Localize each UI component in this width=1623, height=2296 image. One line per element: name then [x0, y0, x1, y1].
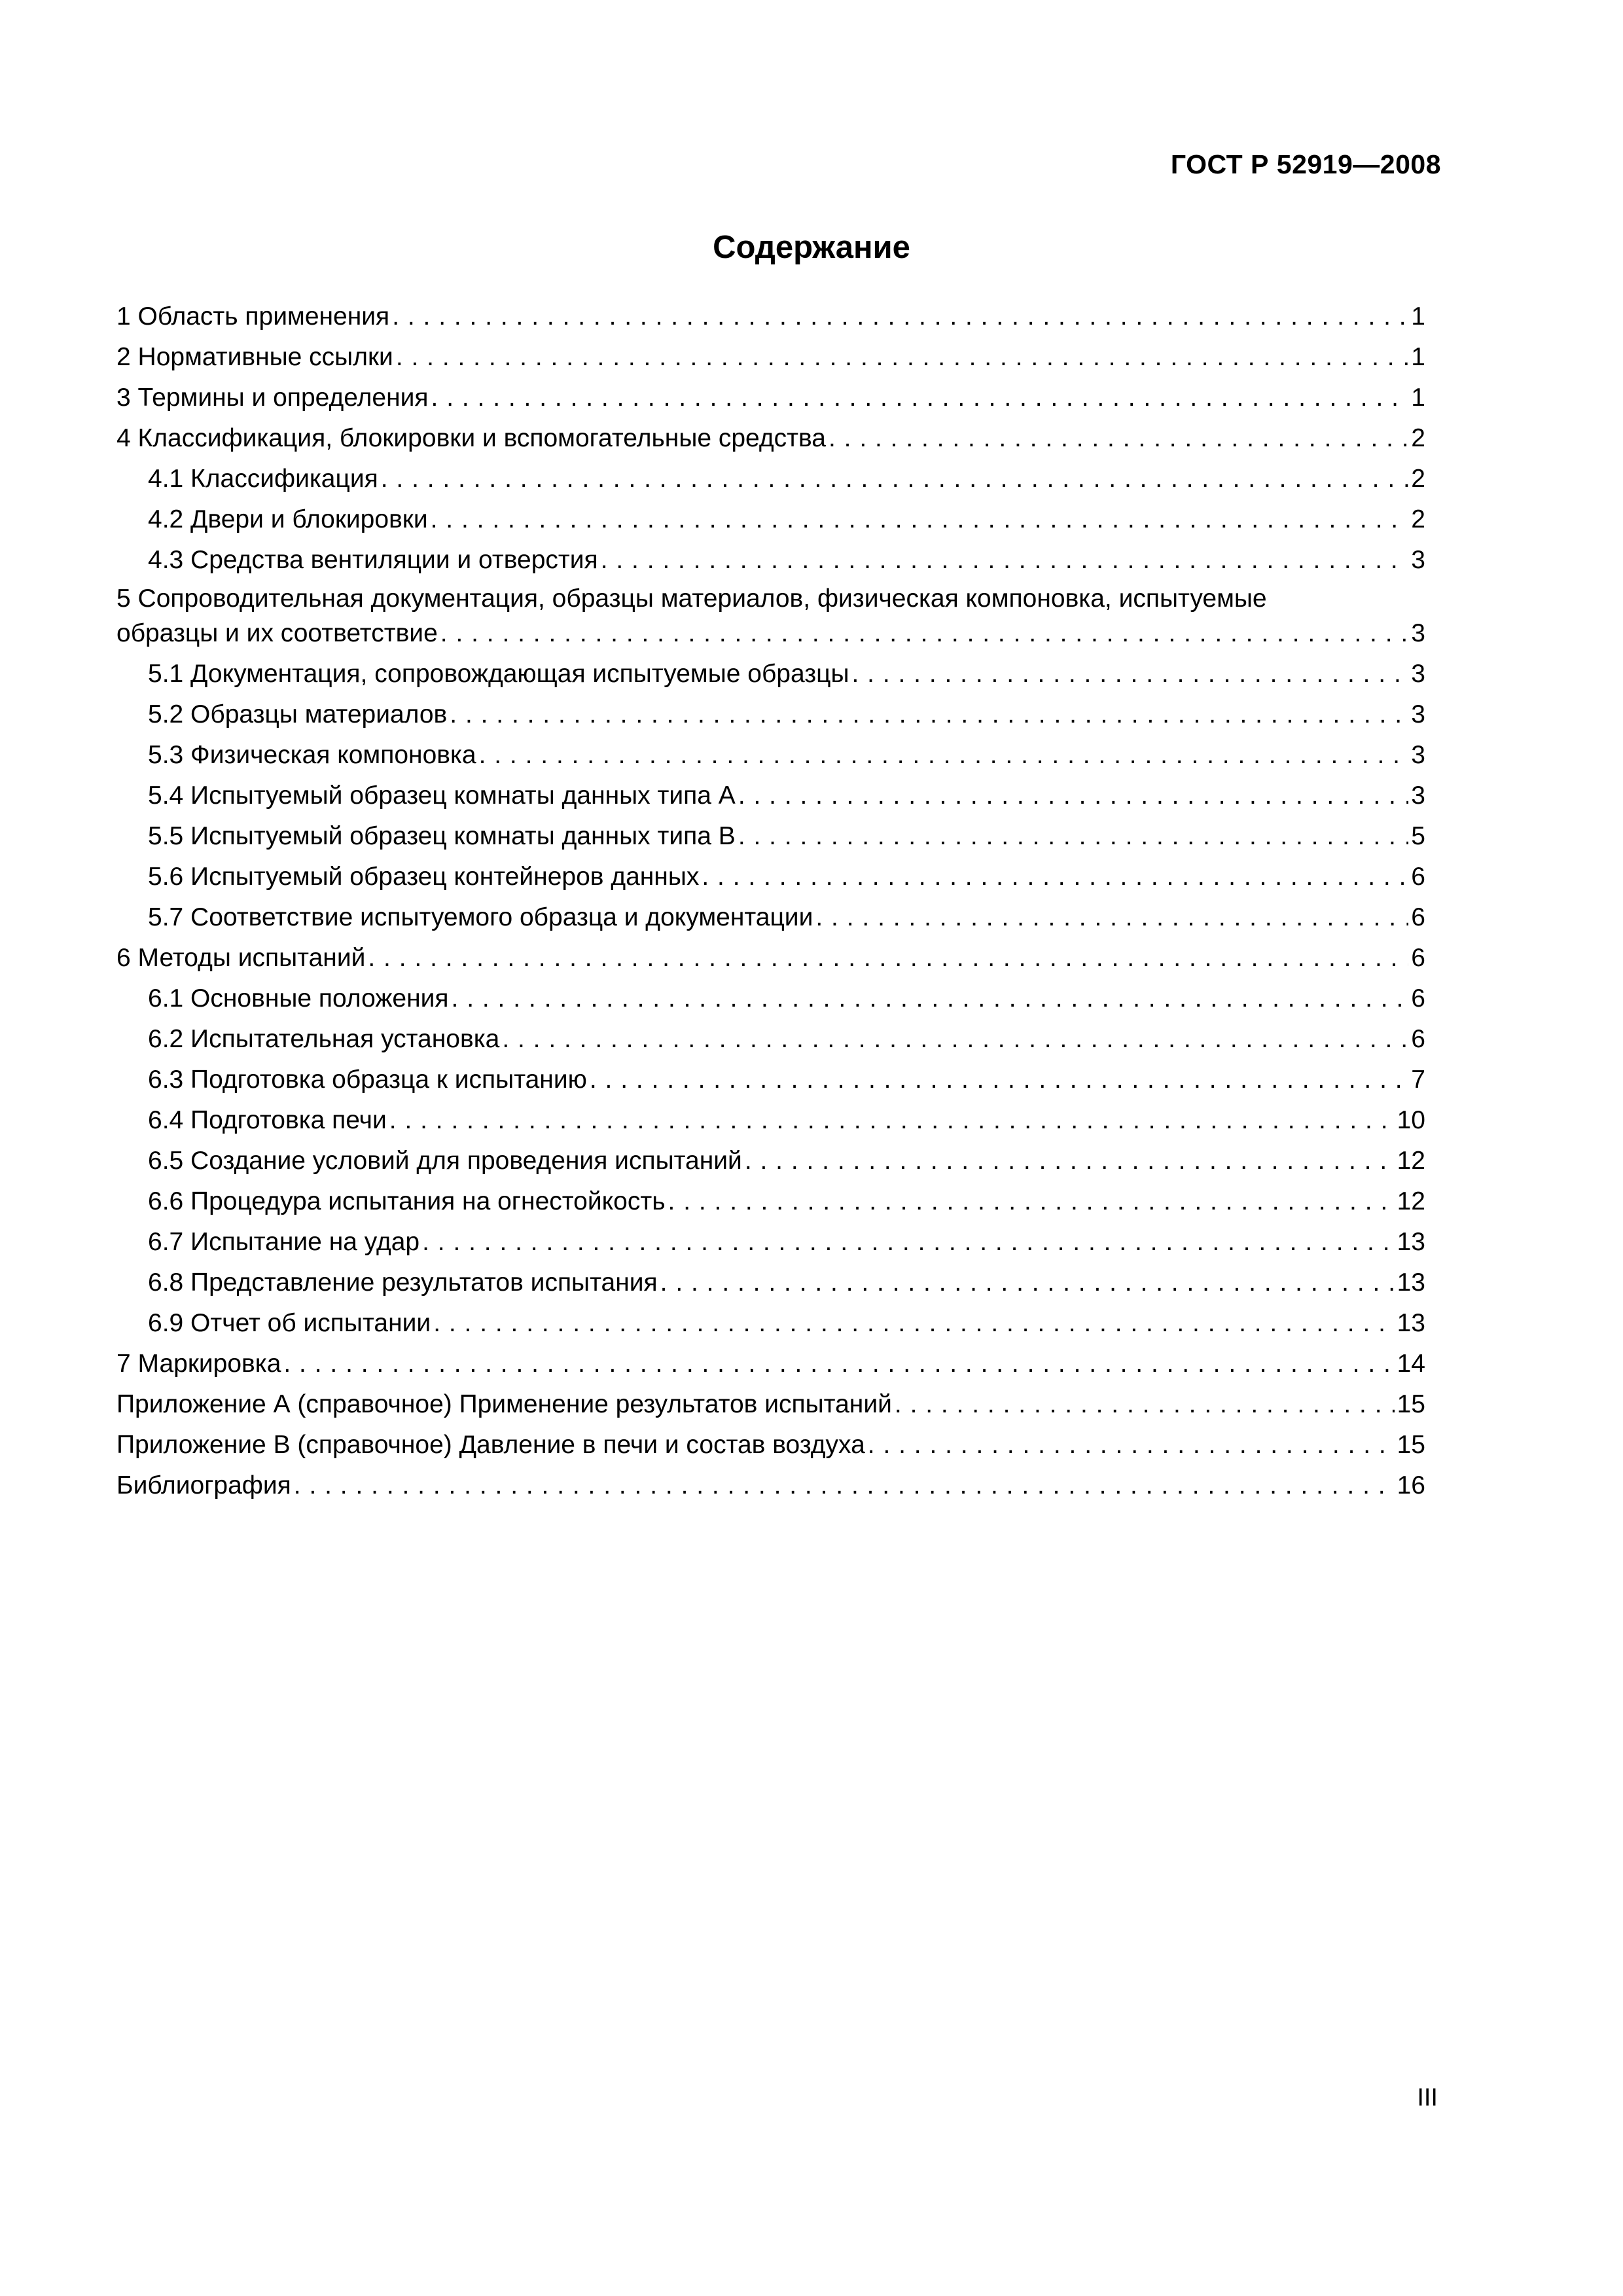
toc-leader-dots — [396, 337, 1408, 378]
toc-entry-label: 1 Область применения — [116, 302, 390, 331]
toc-entry[interactable] — [116, 581, 1425, 654]
toc-entry-label: 2 Нормативные ссылки — [116, 343, 393, 371]
toc-entry[interactable] — [116, 1060, 1425, 1100]
toc-entry-page: 2 — [1411, 505, 1425, 533]
toc-entry-label: 6.3 Подготовка образца к испытанию — [148, 1066, 587, 1094]
toc-entry-page: 6 — [1411, 984, 1425, 1013]
toc-entry-label: 6.6 Процедура испытания на огнестойкость — [148, 1187, 666, 1215]
toc-entry-page: 2 — [1411, 424, 1425, 452]
toc-entry-page: 6 — [1411, 903, 1425, 931]
toc-entry-label: 6.5 Создание условий для проведения испытаний — [148, 1147, 742, 1175]
toc-leader-dots — [702, 857, 1408, 897]
toc-leader-dots — [815, 897, 1408, 938]
toc-entry[interactable] — [116, 378, 1425, 418]
toc-leader-dots — [745, 1141, 1395, 1181]
toc-entry-page: 1 — [1411, 384, 1425, 412]
toc-entry-label: 6.8 Представление результатов испытания — [148, 1268, 658, 1297]
toc-entry-label: Приложение А (справочное) Применение результатов испытаний — [116, 1390, 892, 1418]
toc-entry-page: 3 — [1411, 781, 1425, 810]
table-of-contents — [116, 296, 1425, 1506]
toc-entry[interactable] — [116, 296, 1425, 337]
toc-entry[interactable] — [116, 735, 1425, 776]
toc-entry[interactable] — [116, 938, 1425, 978]
toc-entry[interactable] — [116, 816, 1425, 857]
toc-leader-dots — [389, 1100, 1395, 1141]
toc-leader-dots — [738, 816, 1408, 857]
toc-leader-dots — [422, 1222, 1395, 1263]
toc-entry-label: 6.1 Основные положения — [148, 984, 449, 1013]
toc-entry-page: 6 — [1411, 944, 1425, 972]
toc-entry-label-line2: образцы и их соответствие — [116, 619, 438, 647]
document-code: ГОСТ Р 52919—2008 — [1170, 149, 1441, 179]
toc-entry-label: 6.4 Подготовка печи — [148, 1106, 387, 1134]
toc-entry-page: 10 — [1397, 1106, 1425, 1134]
toc-leader-dots — [668, 1181, 1395, 1222]
toc-entry-page: 5 — [1411, 822, 1425, 850]
toc-entry[interactable] — [116, 459, 1425, 499]
toc-entry-label: 3 Термины и определения — [116, 384, 429, 412]
toc-entry-page: 6 — [1411, 863, 1425, 891]
toc-leader-dots — [450, 694, 1408, 735]
toc-entry[interactable] — [116, 978, 1425, 1019]
toc-entry-label: 4.3 Средства вентиляции и отверстия — [148, 546, 598, 574]
toc-entry-page: 3 — [1411, 741, 1425, 769]
toc-leader-dots — [440, 613, 1409, 654]
toc-entry-page: 15 — [1397, 1390, 1425, 1418]
toc-entry-page: 13 — [1397, 1268, 1425, 1297]
toc-entry[interactable] — [116, 1303, 1425, 1344]
toc-entry[interactable] — [116, 1222, 1425, 1263]
toc-entry[interactable] — [116, 694, 1425, 735]
toc-entry-label-line1: 5 Сопроводительная документация, образцы материалов, физическая компоновка, испытуемые — [116, 584, 1267, 613]
toc-entry[interactable] — [116, 897, 1425, 938]
toc-entry-page: 7 — [1411, 1066, 1425, 1094]
toc-leader-dots — [660, 1263, 1395, 1303]
page-number: III — [1417, 2084, 1438, 2111]
toc-leader-dots — [868, 1425, 1395, 1465]
toc-entry[interactable] — [116, 1344, 1425, 1384]
toc-entry-label: 5.2 Образцы материалов — [148, 700, 448, 728]
toc-entry-label: 6.7 Испытание на удар — [148, 1228, 420, 1256]
toc-entry-label: 4 Классификация, блокировки и вспомогательные средства — [116, 424, 826, 452]
toc-leader-dots — [392, 296, 1408, 337]
toc-entry-page: 3 — [1411, 619, 1425, 647]
toc-entry[interactable] — [116, 540, 1425, 581]
toc-entry-page: 14 — [1397, 1350, 1425, 1378]
toc-entry[interactable] — [116, 1141, 1425, 1181]
toc-leader-dots — [433, 1303, 1394, 1344]
toc-leader-dots — [829, 418, 1408, 459]
toc-entry[interactable] — [116, 654, 1425, 694]
toc-entry-label: 7 Маркировка — [116, 1350, 281, 1378]
toc-leader-dots — [590, 1060, 1408, 1100]
toc-entry-label: 4.1 Классификация — [148, 465, 378, 493]
toc-entry[interactable] — [116, 1019, 1425, 1060]
toc-entry-label: 5.5 Испытуемый образец комнаты данных типа В — [148, 822, 736, 850]
toc-entry-label: 5.4 Испытуемый образец комнаты данных типа А — [148, 781, 736, 810]
toc-entry-page: 3 — [1411, 700, 1425, 728]
toc-leader-dots — [431, 378, 1409, 418]
toc-leader-dots — [381, 459, 1409, 499]
toc-entry[interactable] — [116, 857, 1425, 897]
toc-entry-page: 3 — [1411, 546, 1425, 574]
toc-entry-page: 13 — [1397, 1228, 1425, 1256]
toc-entry-page: 1 — [1411, 302, 1425, 331]
toc-entry-label: 5.1 Документация, сопровождающая испытуемые образцы — [148, 660, 849, 688]
toc-entry[interactable] — [116, 776, 1425, 816]
toc-entry-page: 2 — [1411, 465, 1425, 493]
toc-leader-dots — [851, 654, 1408, 694]
toc-title: Содержание — [713, 230, 910, 265]
toc-entry[interactable] — [116, 1465, 1425, 1506]
toc-leader-dots — [479, 735, 1409, 776]
toc-entry-label: Библиография — [116, 1471, 291, 1499]
toc-entry-label: 4.2 Двери и блокировки — [148, 505, 428, 533]
toc-entry-page: 3 — [1411, 660, 1425, 688]
toc-entry[interactable] — [116, 499, 1425, 540]
toc-entry-page: 12 — [1397, 1147, 1425, 1175]
toc-entry-label: 5.7 Соответствие испытуемого образца и документации — [148, 903, 813, 931]
toc-leader-dots — [431, 499, 1409, 540]
toc-leader-dots — [738, 776, 1408, 816]
toc-entry-label: 6.2 Испытательная установка — [148, 1025, 500, 1053]
toc-entry[interactable] — [116, 1425, 1425, 1465]
toc-entry[interactable] — [116, 1263, 1425, 1303]
toc-entry-page: 16 — [1397, 1471, 1425, 1499]
toc-entry-label: 6.9 Отчет об испытании — [148, 1309, 431, 1337]
toc-entry-page: 6 — [1411, 1025, 1425, 1053]
toc-leader-dots — [368, 938, 1408, 978]
toc-leader-dots — [283, 1344, 1394, 1384]
toc-entry[interactable] — [116, 1384, 1425, 1425]
toc-entry[interactable] — [116, 418, 1425, 459]
toc-entry-line2 — [116, 613, 1425, 654]
toc-leader-dots — [452, 978, 1409, 1019]
toc-entry[interactable] — [116, 337, 1425, 378]
toc-entry-label: 5.6 Испытуемый образец контейнеров данных — [148, 863, 700, 891]
toc-entry-label: 5.3 Физическая компоновка — [148, 741, 476, 769]
toc-leader-dots — [502, 1019, 1408, 1060]
toc-entry-page: 13 — [1397, 1309, 1425, 1337]
toc-leader-dots — [601, 540, 1409, 581]
toc-entry[interactable] — [116, 1100, 1425, 1141]
toc-leader-dots — [895, 1384, 1395, 1425]
toc-entry-page: 1 — [1411, 343, 1425, 371]
toc-entry[interactable] — [116, 1181, 1425, 1222]
toc-entry-label: Приложение В (справочное) Давление в печи и состав воздуха — [116, 1431, 865, 1459]
toc-entry-page: 15 — [1397, 1431, 1425, 1459]
toc-entry-label: 6 Методы испытаний — [116, 944, 366, 972]
toc-entry-page: 12 — [1397, 1187, 1425, 1215]
toc-leader-dots — [294, 1465, 1395, 1506]
